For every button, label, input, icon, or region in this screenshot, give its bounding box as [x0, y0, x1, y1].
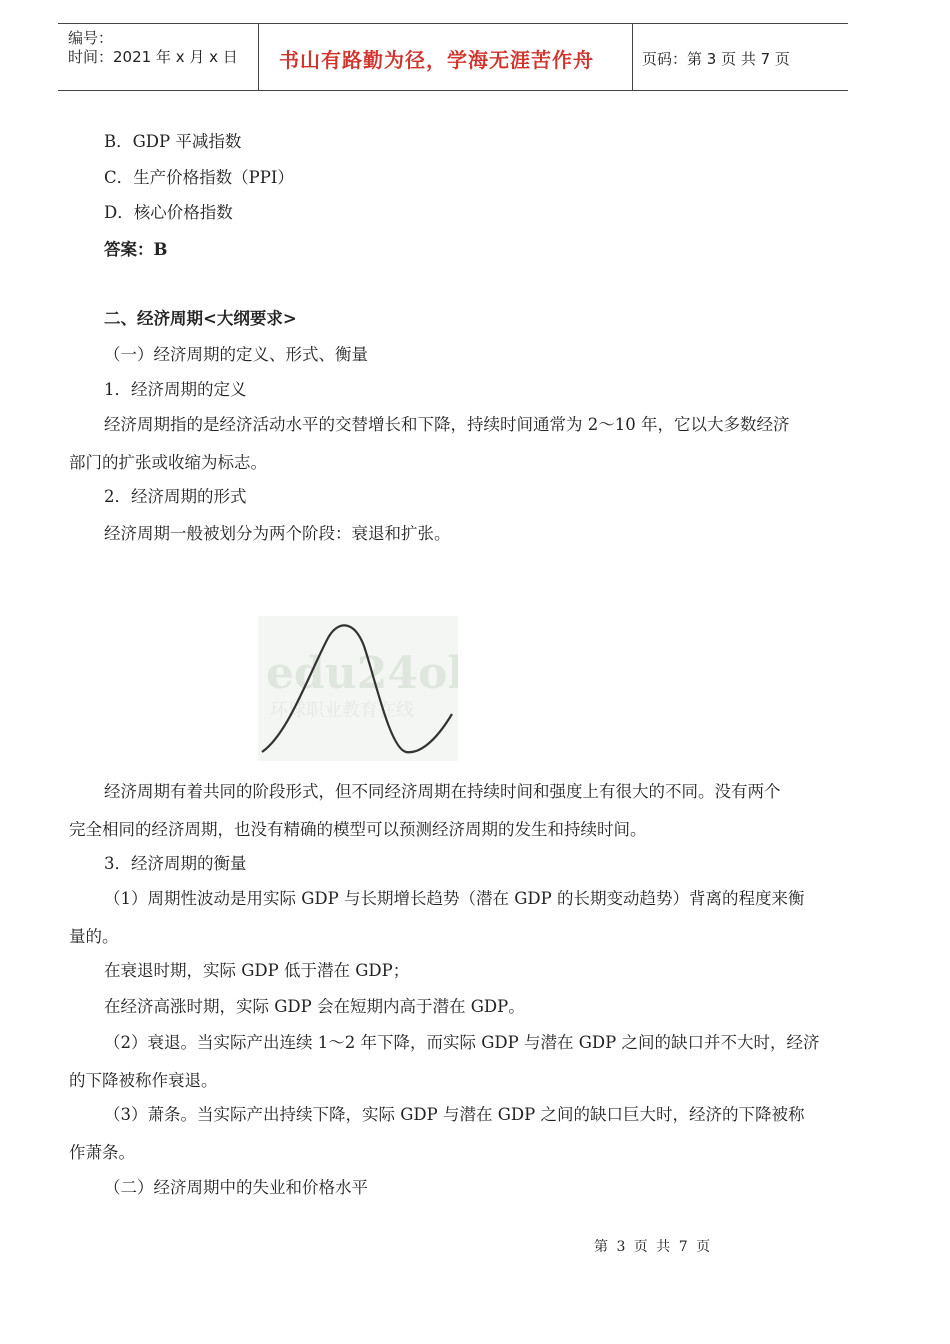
header-divider-left — [258, 23, 259, 90]
header-divider-right — [632, 23, 633, 90]
section-title: 二、经济周期<大纲要求> — [104, 309, 297, 328]
paragraph-line: （1）周期性波动是用实际 GDP 与长期增长趋势（潜在 GDP 的长期变动趋势）背离的程度来衡 — [104, 889, 805, 908]
watermark-sub: 环球职业教育在线 — [270, 700, 414, 721]
paragraph-line: 经济周期有着共同的阶段形式，但不同经济周期在持续时间和强度上有很大的不同。没有两个 — [104, 782, 781, 801]
paragraph-line: 部门的扩张或收缩为标志。 — [69, 453, 267, 472]
business-cycle-figure — [258, 616, 458, 761]
header-motto: 书山有路勤为径，学海无涯苦作舟 — [279, 48, 594, 72]
header-page-number: 页码：第 3 页 共 7 页 — [642, 50, 790, 68]
paragraph-line: 在衰退时期，实际 GDP 低于潜在 GDP； — [104, 961, 410, 980]
paragraph-line: 完全相同的经济周期，也没有精确的模型可以预测经济周期的发生和持续时间。 — [69, 820, 647, 839]
item-title-2: 2．经济周期的形式 — [104, 487, 247, 506]
option-c: C．生产价格指数（PPI） — [104, 168, 294, 187]
paragraph-line: 经济周期一般被划分为两个阶段：衰退和扩张。 — [104, 524, 451, 543]
header-top-rule — [58, 23, 848, 24]
header-date: 时间：2021 年 x 月 x 日 — [68, 48, 238, 66]
paragraph-line: （2）衰退。当实际产出连续 1～2 年下降，而实际 GDP 与潜在 GDP 之间的缺口并不大时，经济 — [104, 1033, 820, 1052]
item-title-1: 1．经济周期的定义 — [104, 380, 247, 399]
paragraph-line: 量的。 — [69, 927, 119, 946]
subsection-title-1: （一）经济周期的定义、形式、衡量 — [104, 345, 368, 364]
paragraph-line: 经济周期指的是经济活动水平的交替增长和下降，持续时间通常为 2～10 年，它以大多数经济 — [104, 415, 790, 434]
option-d: D．核心价格指数 — [104, 203, 233, 222]
paragraph-line: 作萧条。 — [69, 1143, 135, 1162]
header-serial: 编号： — [68, 29, 114, 47]
paragraph-line: 的下降被称作衰退。 — [69, 1071, 218, 1090]
header-bottom-rule — [58, 90, 848, 91]
option-b: B．GDP 平减指数 — [104, 132, 242, 151]
business-cycle-curve — [258, 616, 458, 761]
paragraph-line: 在经济高涨时期，实际 GDP 会在短期内高于潜在 GDP。 — [104, 997, 525, 1016]
item-title-3: 3．经济周期的衡量 — [104, 854, 247, 873]
paragraph-line: （3）萧条。当实际产出持续下降，实际 GDP 与潜在 GDP 之间的缺口巨大时，经济的下降被称 — [104, 1105, 805, 1124]
footer-page-number: 第 3 页 共 7 页 — [594, 1239, 711, 1255]
answer: 答案：B — [104, 240, 168, 259]
subsection-title-2: （二）经济周期中的失业和价格水平 — [104, 1178, 368, 1197]
watermark-logo: edu24ol — [266, 648, 458, 699]
